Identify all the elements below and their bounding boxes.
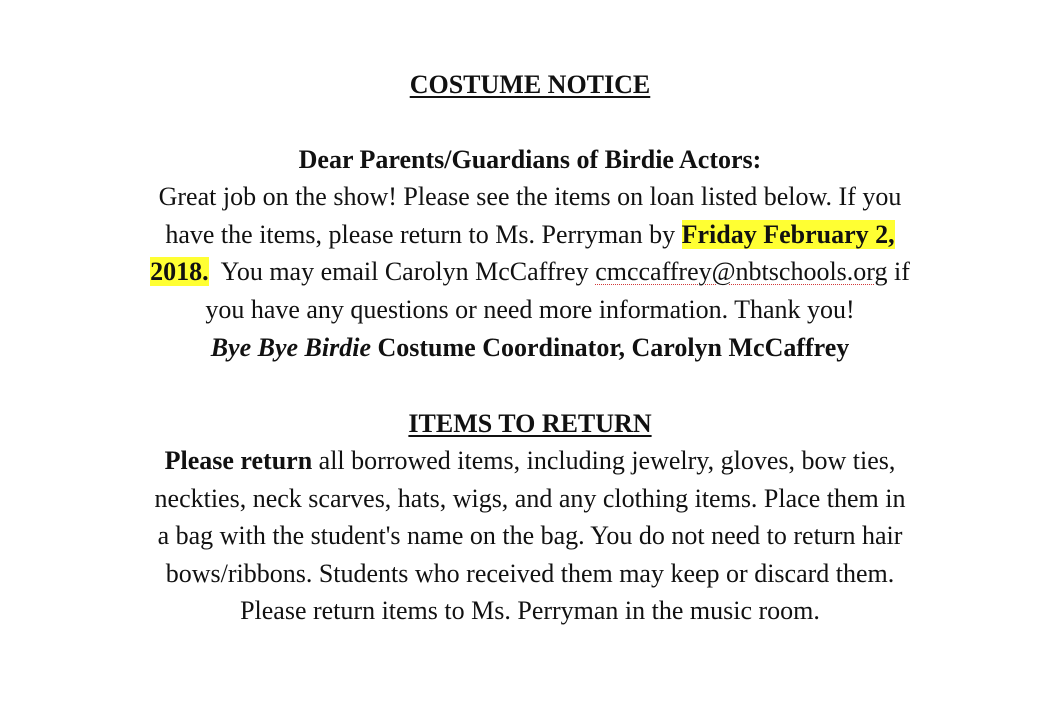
deadline-highlight-part1: Friday February 2,: [681, 220, 895, 249]
notice-line-3-end: if: [887, 257, 910, 286]
items-lead: Please return: [164, 446, 313, 475]
notice-title: COSTUME NOTICE: [409, 70, 651, 99]
deadline-highlight-part2: 2018.: [150, 257, 209, 286]
contact-email: cmccaffrey@nbtschools.org: [595, 257, 888, 286]
signature-show-name: Bye Bye Birdie: [210, 333, 371, 362]
notice-line-2: [0, 216, 1060, 254]
items-line-3: a bag with the student's name on the bag. You do not need to return hair: [157, 521, 903, 550]
items-line-5: Please return items to Ms. Perryman in the music room.: [240, 596, 820, 625]
notice-line-3: [0, 253, 1060, 291]
items-line-2: neckties, neck scarves, hats, wigs, and any clothing items. Place them in: [154, 484, 906, 513]
salutation: Dear Parents/Guardians of Birdie Actors:: [298, 145, 762, 174]
notice-line-4: you have any questions or need more information. Thank you!: [205, 295, 855, 324]
items-line-4: bows/ribbons. Students who received them may keep or discard them.: [165, 559, 895, 588]
items-line-1: [0, 442, 1060, 480]
notice-line-1: Great job on the show! Please see the items on loan listed below. If you: [158, 182, 902, 211]
notice-line-3-text: You may email Carolyn McCaffrey: [208, 257, 596, 286]
signature-role: Costume Coordinator, Carolyn McCaffrey: [371, 333, 850, 362]
notice-line-2-text: have the items, please return to Ms. Perryman by: [165, 220, 682, 249]
items-title: ITEMS TO RETURN: [408, 409, 652, 438]
items-line-1-text: all borrowed items, including jewelry, gloves, bow ties,: [312, 446, 896, 475]
signature: [0, 329, 1060, 367]
